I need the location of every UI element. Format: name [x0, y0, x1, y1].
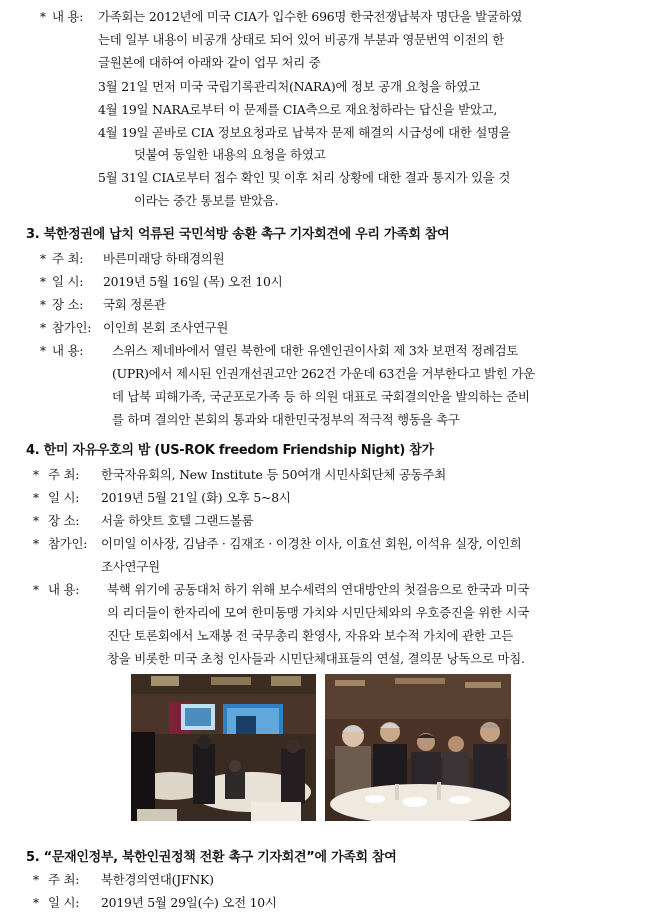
intro-line-4: 3월 21일 먼저 미국 국립기록관리처(NARA)에 정보 공개 요청을 하였고: [98, 79, 480, 94]
bullet-mark: *: [40, 321, 46, 335]
bullet-mark: *: [40, 10, 46, 24]
intro-line-2: 는데 일부 내용이 비공개 상태로 되어 있어 비공개 부분과 영문번역 이전의 한: [98, 32, 504, 47]
bullet-mark: *: [33, 537, 39, 551]
bullet-mark: *: [40, 344, 46, 358]
bullet-mark: *: [33, 896, 39, 910]
s3-content-line-2: (UPR)에서 제시된 인권개선권고안 262건 가운데 63건을 거부한다고 밝힌 가운: [112, 366, 535, 381]
s4-place-label: 장 소:: [48, 513, 80, 528]
bullet-mark: *: [33, 514, 39, 528]
s3-attendee-label: 참가인:: [52, 320, 92, 335]
s3-attendee-value: 이인희 본회 조사연구원: [103, 320, 229, 335]
section-4-heading: 4. 한미 자유우호의 밤 (US-ROK freedom Friendship Night) 참가: [26, 443, 434, 458]
intro-line-6: 4월 19일 곧바로 CIA 정보요청과로 납북자 문제 해결의 시급성에 대한 설명을: [98, 125, 511, 140]
event-photo-ballroom: [131, 674, 316, 821]
s4-content-line-4: 창을 비롯한 미국 초청 인사들과 시민단체대표들의 연설, 결의문 낭독으로 마침.: [107, 651, 525, 666]
s3-content-line-1: 스위스 제네바에서 열린 북한에 대한 유엔인권이사회 제 3차 보편적 정례검토: [112, 343, 519, 358]
bullet-mark: *: [33, 491, 39, 505]
bullet-mark: *: [40, 298, 46, 312]
bullet-mark: *: [40, 252, 46, 266]
s4-attendee-label: 참가인:: [48, 536, 88, 551]
event-photo-guests: [325, 674, 511, 821]
intro-line-3: 글원본에 대하여 아래와 같이 업무 처리 중: [98, 55, 321, 70]
intro-line-9: 이라는 중간 통보를 받았음.: [134, 193, 279, 208]
s5-date-label: 일 시:: [48, 895, 80, 910]
s4-host-value: 한국자유회의, New Institute 등 50여개 시민사회단체 공동주최: [101, 467, 446, 482]
s3-date-label: 일 시:: [52, 274, 84, 289]
s4-place-value: 서울 하얏트 호텔 그랜드볼룸: [101, 513, 254, 528]
s5-host-value: 북한경의연대(JFNK): [101, 872, 214, 887]
intro-line-8: 5월 31일 CIA로부터 접수 확인 및 이후 처리 상황에 대한 결과 통지가 있을 것: [98, 170, 511, 185]
bullet-mark: *: [33, 468, 39, 482]
section-3-heading: 3. 북한정권에 납치 억류된 국민석방 송환 촉구 기자회견에 우리 가족회 참여: [26, 227, 450, 242]
s3-content-line-3: 데 납북 피해가족, 국군포로가족 등 하 의원 대표로 국회결의안을 발의하는 준비: [112, 389, 530, 404]
s3-date-value: 2019년 5월 16일 (목) 오전 10시: [103, 274, 283, 289]
s4-host-label: 주 최:: [48, 467, 80, 482]
bullet-mark: *: [40, 275, 46, 289]
s3-host-value: 바른미래당 하태경의원: [103, 251, 225, 266]
intro-line-7: 덧붙여 동일한 내용의 요청을 하였고: [134, 147, 326, 162]
intro-content-label: 내 용:: [52, 9, 84, 24]
s4-date-label: 일 시:: [48, 490, 80, 505]
section-5-heading: 5. “문재인정부, 북한인권정책 전환 촉구 기자회견”에 가족회 참여: [26, 850, 397, 865]
intro-line-5: 4월 19일 NARA로부터 이 문제를 CIA측으로 재요청하라는 답신을 받았고,: [98, 102, 498, 117]
s5-host-label: 주 최:: [48, 872, 80, 887]
s4-content-label: 내 용:: [48, 582, 80, 597]
bullet-mark: *: [33, 583, 39, 597]
intro-line-1: 가족회는 2012년에 미국 CIA가 입수한 696명 한국전쟁납북자 명단을 발굴하였: [98, 9, 523, 24]
s4-attendee-line-1: 이미일 이사장, 김남주 · 김재조 · 이경찬 이사, 이효선 회원, 이석유 실장, 이인희: [101, 536, 522, 551]
bullet-mark: *: [33, 873, 39, 887]
s4-content-line-2: 의 리더들이 한자리에 모여 한미동맹 가치와 시민단체와의 우호증진을 위한 시국: [107, 605, 530, 620]
s3-content-line-4: 를 하며 결의안 본회의 통과와 대한민국정부의 적극적 행동을 촉구: [112, 412, 460, 427]
s3-host-label: 주 최:: [52, 251, 84, 266]
s3-content-label: 내 용:: [52, 343, 84, 358]
s4-date-value: 2019년 5월 21일 (화) 오후 5~8시: [101, 490, 291, 505]
s3-place-label: 장 소:: [52, 297, 84, 312]
s4-attendee-line-2: 조사연구원: [101, 559, 160, 574]
s4-content-line-1: 북핵 위기에 공동대처 하기 위해 보수세력의 연대방안의 첫걸음으로 한국과 미국: [107, 582, 530, 597]
s3-place-value: 국회 정론관: [103, 297, 166, 312]
s5-date-value: 2019년 5월 29일(수) 오전 10시: [101, 895, 277, 910]
s4-content-line-3: 진단 토론회에서 노재봉 전 국무총리 환영사, 자유와 보수적 가치에 관한 고든: [107, 628, 513, 643]
